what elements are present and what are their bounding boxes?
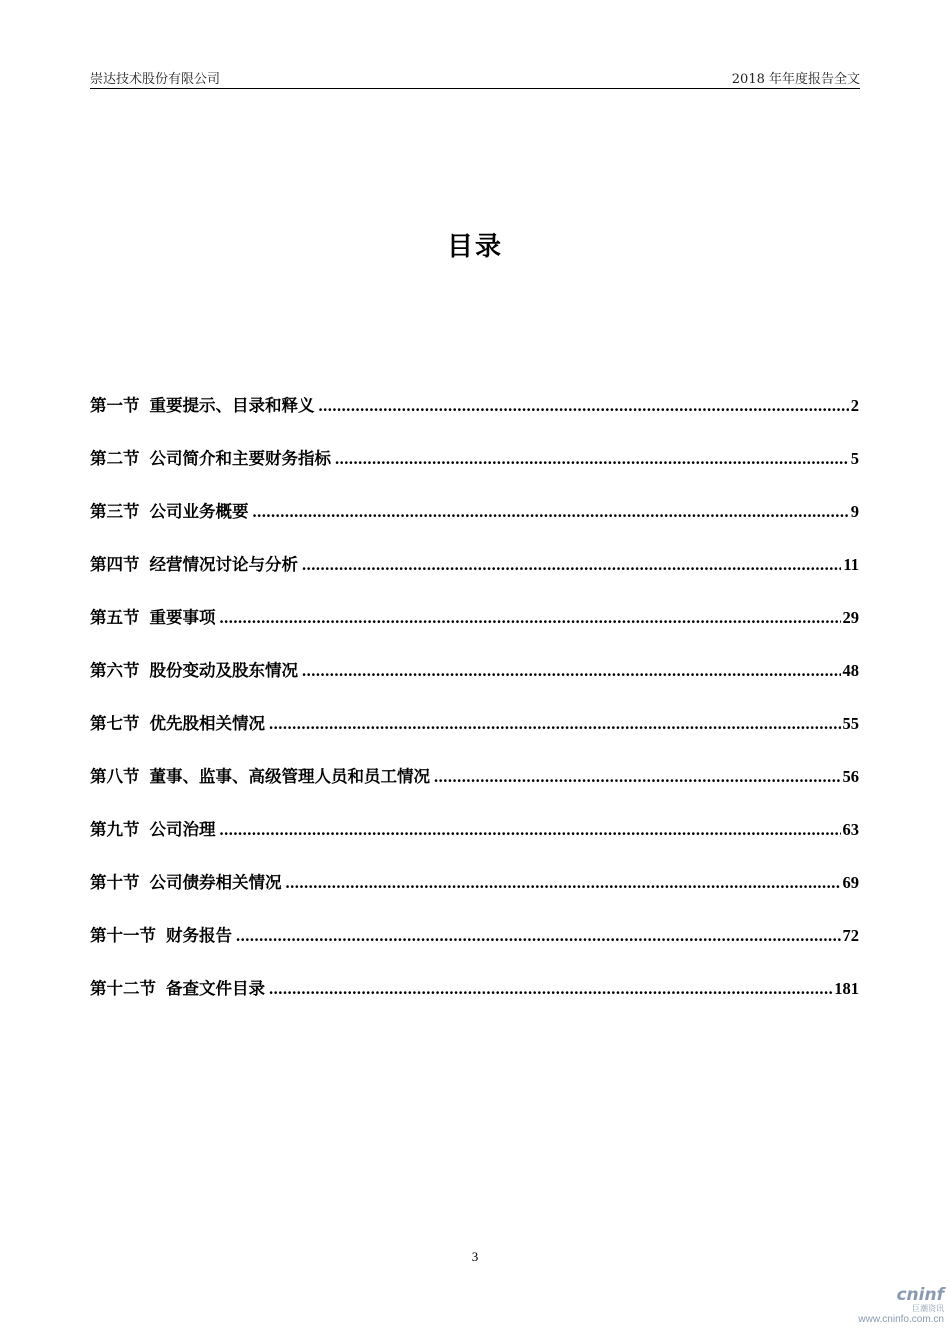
toc-page: 48 bbox=[842, 661, 859, 680]
toc-title: 公司简介和主要财务指标 bbox=[149, 449, 331, 468]
toc-leader bbox=[269, 979, 832, 999]
toc-entry[interactable] bbox=[90, 392, 859, 445]
toc-page: 11 bbox=[843, 555, 859, 574]
toc-entry[interactable] bbox=[90, 816, 859, 869]
toc-leader bbox=[302, 555, 841, 575]
toc-page: 181 bbox=[834, 979, 859, 998]
toc-title: 优先股相关情况 bbox=[149, 714, 265, 733]
toc-entry[interactable] bbox=[90, 498, 859, 551]
toc-page: 56 bbox=[842, 767, 859, 786]
company-name: 崇达技术股份有限公司 bbox=[90, 72, 221, 87]
page-header bbox=[90, 66, 860, 89]
toc-page: 55 bbox=[842, 714, 859, 733]
toc-title: 备查文件目录 bbox=[166, 979, 265, 998]
toc-entry[interactable] bbox=[90, 657, 859, 710]
toc-leader bbox=[434, 767, 841, 787]
toc-leader bbox=[302, 661, 841, 681]
page-title: 目录 bbox=[446, 232, 503, 262]
toc-leader bbox=[220, 820, 841, 840]
toc-title: 董事、监事、高级管理人员和员工情况 bbox=[149, 767, 430, 786]
toc-leader bbox=[319, 396, 849, 416]
toc-leader bbox=[269, 714, 841, 734]
toc-section: 第二节 bbox=[90, 449, 140, 468]
toc-title: 股份变动及股东情况 bbox=[149, 661, 298, 680]
toc-section: 第十一节 bbox=[90, 926, 156, 945]
toc-entry[interactable] bbox=[90, 604, 859, 657]
toc-section: 第六节 bbox=[90, 661, 140, 680]
toc-entry[interactable] bbox=[90, 710, 859, 763]
report-name: 2018 年年度报告全文 bbox=[731, 72, 860, 87]
toc-section: 第十二节 bbox=[90, 979, 156, 998]
cninfo-logo-subtitle: 巨潮资讯 bbox=[912, 1304, 944, 1313]
toc-entry[interactable] bbox=[90, 975, 859, 1028]
toc-page: 29 bbox=[842, 608, 859, 627]
toc-page: 72 bbox=[842, 926, 859, 945]
toc-title: 公司业务概要 bbox=[149, 502, 249, 521]
toc-page: 5 bbox=[850, 449, 859, 468]
toc-leader bbox=[236, 926, 841, 946]
toc-page: 2 bbox=[850, 396, 859, 415]
toc-entry[interactable] bbox=[90, 445, 859, 498]
toc-section: 第七节 bbox=[90, 714, 140, 733]
cninfo-url: www.cninfo.com.cn bbox=[858, 1314, 944, 1325]
toc-section: 第八节 bbox=[90, 767, 140, 786]
toc-title: 重要事项 bbox=[149, 608, 216, 627]
cninfo-logo: cninf bbox=[896, 1285, 944, 1305]
toc-entry[interactable] bbox=[90, 763, 859, 816]
cninfo-watermark bbox=[846, 1286, 944, 1326]
toc-title: 公司债券相关情况 bbox=[149, 873, 282, 892]
toc-leader bbox=[253, 502, 849, 522]
toc-entry[interactable] bbox=[90, 551, 859, 604]
toc-leader bbox=[220, 608, 841, 628]
toc-section: 第一节 bbox=[90, 396, 140, 415]
toc-page: 63 bbox=[842, 820, 859, 839]
toc-leader bbox=[335, 449, 849, 469]
toc-title: 经营情况讨论与分析 bbox=[149, 555, 298, 574]
toc-page: 9 bbox=[850, 502, 859, 521]
toc-section: 第九节 bbox=[90, 820, 140, 839]
toc-section: 第三节 bbox=[90, 502, 140, 521]
table-of-contents bbox=[90, 392, 859, 1028]
toc-title: 重要提示、目录和释义 bbox=[149, 396, 315, 415]
toc-leader bbox=[286, 873, 841, 893]
toc-title: 公司治理 bbox=[149, 820, 216, 839]
toc-section: 第四节 bbox=[90, 555, 140, 574]
toc-entry[interactable] bbox=[90, 869, 859, 922]
toc-section: 第五节 bbox=[90, 608, 140, 627]
toc-page: 69 bbox=[842, 873, 859, 892]
page-number: 3 bbox=[471, 1249, 479, 1264]
toc-section: 第十节 bbox=[90, 873, 140, 892]
toc-title: 财务报告 bbox=[166, 926, 232, 945]
toc-entry[interactable] bbox=[90, 922, 859, 975]
